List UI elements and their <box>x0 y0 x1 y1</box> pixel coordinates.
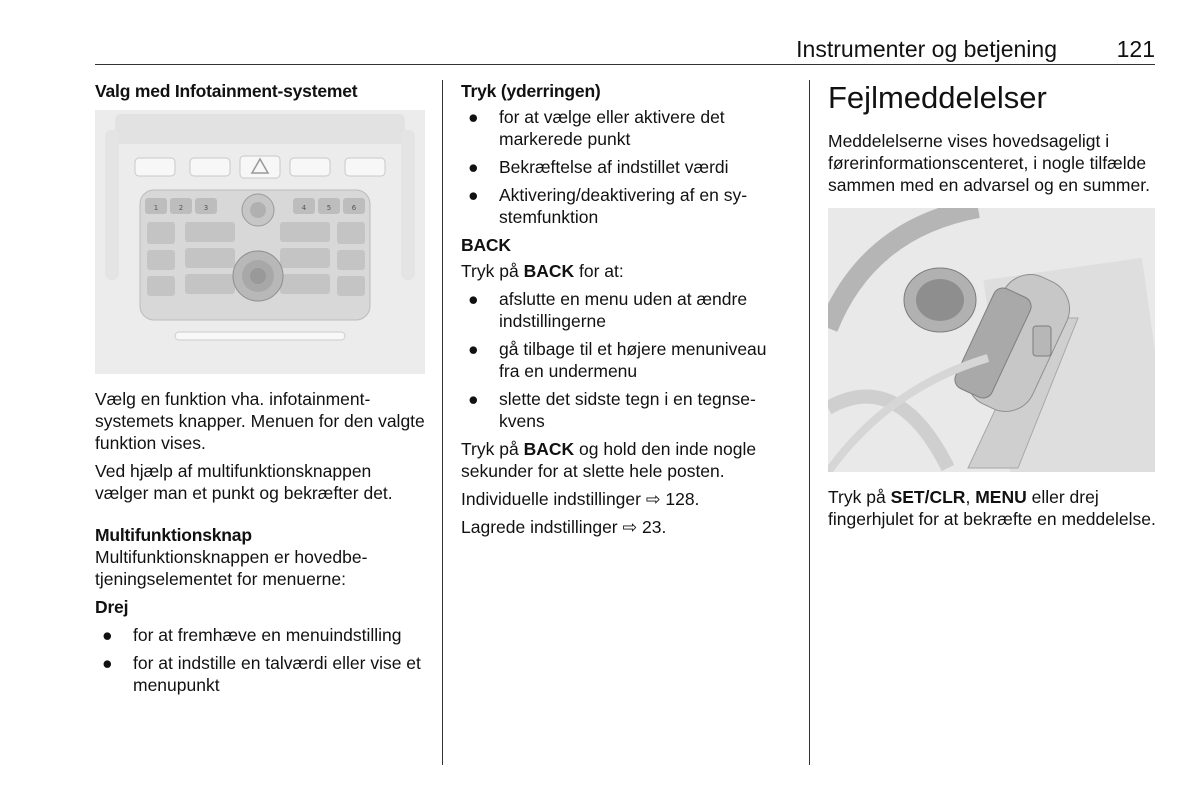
cross-reference[interactable]: Lagrede indstillinger ⇨ 23. <box>461 517 667 537</box>
bullet-list <box>95 624 425 696</box>
svg-text:1: 1 <box>153 204 159 212</box>
bullet-icon: ● <box>102 625 113 645</box>
list-item <box>461 156 791 178</box>
list-item <box>461 184 791 228</box>
paragraph: Vælg en funktion vha. infotainmentsystemets knapper. Menuen for den valgte funktion vises. <box>95 389 425 453</box>
bullet-icon: ● <box>468 185 479 205</box>
list-item-text: Aktivering/deaktivering af en systemfunktion <box>499 185 748 227</box>
bullet-icon: ● <box>468 107 479 127</box>
list-item-text: gå tilbage til et højere menuniveau fra en undermenu <box>499 339 767 381</box>
list-item <box>461 106 791 150</box>
key-label: SET/CLR <box>890 487 966 507</box>
subsection-heading: Tryk (yderringen) <box>461 81 601 101</box>
bullet-icon: ● <box>468 289 479 309</box>
list-item <box>95 624 425 646</box>
paragraph: Tryk på BACK for at: <box>461 261 624 281</box>
subsection-heading: BACK <box>461 235 511 255</box>
steering-column-stalk-illustration <box>828 208 1155 472</box>
list-item <box>461 338 791 382</box>
svg-text:3: 3 <box>203 204 209 212</box>
subsection-heading: Multifunktionsknap <box>95 525 252 545</box>
list-item-text: slette det sidste tegn i en tegnsekvens <box>499 389 756 431</box>
list-item <box>95 652 425 696</box>
bullet-icon: ● <box>468 389 479 409</box>
infotainment-panel-illustration <box>95 110 425 374</box>
list-item-text: for at indstille en talværdi eller vise et menupunkt <box>133 653 421 695</box>
key-label: BACK <box>523 261 575 281</box>
page-number: 121 <box>1116 36 1155 62</box>
column-divider <box>442 80 443 765</box>
column-right <box>828 80 1158 536</box>
list-item <box>461 388 791 432</box>
section-title: Fejlmeddelelser <box>828 80 1047 115</box>
paragraph: Tryk på SET/CLR, MENU eller drej fingerhjulet for at bekræfte en meddelelse. <box>828 487 1156 529</box>
page-header <box>95 34 1155 65</box>
column-divider <box>809 80 810 765</box>
list-item <box>461 288 791 332</box>
paragraph: Tryk på BACK og hold den inde nogle sekunder for at slette hele posten. <box>461 439 757 481</box>
paragraph: Ved hjælp af multifunktionsknappen vælger man et punkt og bekræfter det. <box>95 461 393 503</box>
paragraph: Multifunktionsknappen er hovedbetjeningselementet for menuerne: <box>95 547 368 589</box>
cross-reference[interactable]: Individuelle indstillinger ⇨ 128. <box>461 489 700 509</box>
list-item-text: for at fremhæve en menuindstilling <box>133 625 402 645</box>
paragraph: Meddelelserne vises hovedsageligt i førerinformationscenteret, i nogle tilfælde sammen med en advarsel og en summer. <box>828 131 1150 195</box>
svg-text:6: 6 <box>351 204 357 212</box>
header-title: Instrumenter og betjening <box>796 36 1057 62</box>
subsection-heading: Drej <box>95 597 129 617</box>
bullet-icon: ● <box>468 157 479 177</box>
svg-text:2: 2 <box>178 204 184 212</box>
bullet-list <box>461 106 791 228</box>
column-left <box>95 80 425 702</box>
list-item-text: Bekræftelse af indstillet værdi <box>499 157 729 177</box>
key-label: MENU <box>975 487 1027 507</box>
bullet-list <box>461 288 791 432</box>
list-item-text: afslutte en menu uden at ændre indstillingerne <box>499 289 748 331</box>
svg-text:4: 4 <box>301 204 307 212</box>
section-heading: Valg med Infotainment-systemet <box>95 81 358 101</box>
bullet-icon: ● <box>102 653 113 673</box>
bullet-icon: ● <box>468 339 479 359</box>
column-middle <box>461 80 791 544</box>
svg-text:5: 5 <box>326 204 332 212</box>
list-item-text: for at vælge eller aktivere det markerede punkt <box>499 107 725 149</box>
key-label: BACK <box>523 439 575 459</box>
